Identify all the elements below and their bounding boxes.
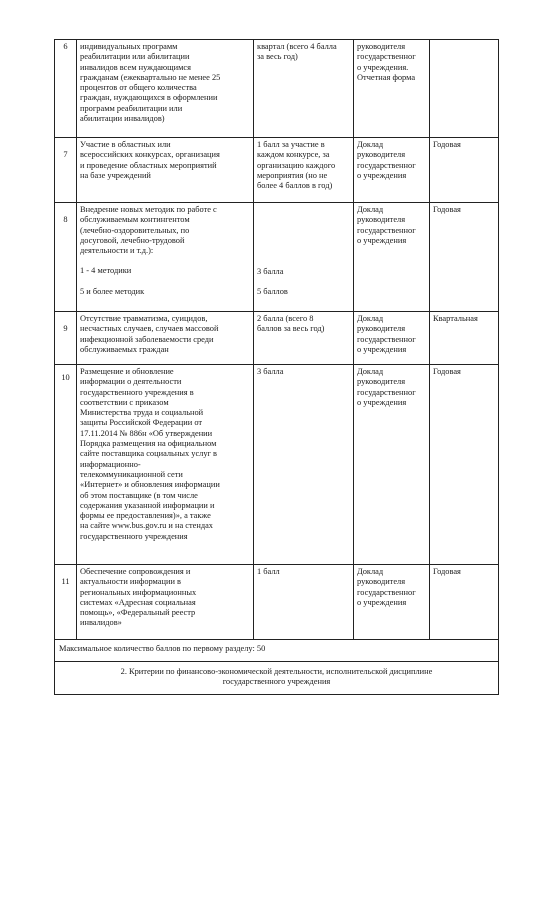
report-line: Доклад <box>357 205 384 214</box>
row-number <box>55 203 77 312</box>
row-number <box>55 565 77 640</box>
points-line: мероприятия (но не <box>257 170 328 180</box>
table-row <box>55 40 499 138</box>
report-line: руководителя <box>357 215 406 225</box>
criterion-line: обслуживаемых граждан <box>80 344 169 354</box>
period-cell <box>430 40 499 138</box>
points-line: 2 балла (всего 8 <box>257 314 314 323</box>
report-line: государственног <box>357 52 416 62</box>
criterion-line: системах «Адресная социальная <box>80 597 196 607</box>
max-score-text: Максимальное количество баллов по первому разделу: 50 <box>55 640 499 662</box>
sub-points-2: 5 баллов <box>257 286 288 296</box>
row-number-text: 10 <box>61 373 70 382</box>
sub-points-1: 3 балла <box>257 266 284 276</box>
points-line: 3 балла <box>257 367 284 376</box>
criterion-cell <box>77 203 254 312</box>
report-line: государственног <box>357 587 416 597</box>
row-number <box>55 365 77 565</box>
criterion-line: «Интернет» и обновления информации <box>80 480 220 490</box>
criteria-table <box>54 39 499 695</box>
criterion-line: на базе учреждений <box>80 170 151 180</box>
criterion-line: инвалидов» <box>80 618 122 628</box>
report-line: руководителя <box>357 577 406 587</box>
report-line: Доклад <box>357 567 384 576</box>
criterion-line: Размещение и обновление <box>80 367 174 376</box>
report-line: государственног <box>357 160 416 170</box>
criterion-line: обслуживаемым контингентом <box>80 215 190 225</box>
points-cell <box>254 565 354 640</box>
section-heading <box>55 662 499 695</box>
criterion-line: программ реабилитации или <box>80 103 183 113</box>
criterion-line: Участие в областных или <box>80 140 171 149</box>
criterion-line: Порядка размещения на официальном <box>80 439 217 449</box>
criterion-line: информации о деятельности <box>80 377 182 387</box>
criterion-line: Обеспечение сопровождения и <box>80 567 191 576</box>
report-line: руководителя <box>357 150 406 160</box>
criterion-line: соответствии с приказом <box>80 397 169 407</box>
criterion-line: об этом поставщике (в том числе <box>80 490 198 500</box>
section-heading-line: государственного учреждения <box>222 677 331 687</box>
report-line: о учреждения. <box>357 62 409 72</box>
sub-criterion-1: 1 - 4 методики <box>80 266 132 276</box>
points-line: 1 балл за участие в <box>257 140 325 149</box>
report-line: государственног <box>357 334 416 344</box>
section-heading-row <box>55 662 499 695</box>
period-cell: Квартальная <box>430 312 499 365</box>
row-number <box>55 312 77 365</box>
criterion-line: телекоммуникационной сети <box>80 469 183 479</box>
points-line: 1 балл <box>257 567 280 576</box>
criterion-line: помощь», «Федеральный реестр <box>80 608 196 618</box>
table-row <box>55 203 499 312</box>
table-row <box>55 565 499 640</box>
points-line: более 4 баллов в год) <box>257 181 333 191</box>
table-row <box>55 312 499 365</box>
criterion-line: досуговой, лечебно-трудовой <box>80 235 185 245</box>
criterion-cell <box>77 565 254 640</box>
criterion-cell <box>77 312 254 365</box>
report-cell <box>354 312 430 365</box>
report-line: Доклад <box>357 367 384 376</box>
document-page <box>54 39 498 695</box>
criterion-line: государственного учреждения <box>80 531 188 541</box>
points-cell <box>254 40 354 138</box>
report-line: о учреждения <box>357 170 407 180</box>
report-line: о учреждения <box>357 235 407 245</box>
criterion-line: абилитации инвалидов) <box>80 114 165 124</box>
section-heading-line: 2. Критерии по финансово-экономической деятельности, исполнительской дисциплине <box>120 667 433 676</box>
criterion-line: Отсутствие травматизма, суицидов, <box>80 314 208 323</box>
criterion-line: инвалидов всем нуждающимся <box>80 62 191 72</box>
row-number: 6 <box>55 40 77 138</box>
criterion-line: содержания указанной информации и <box>80 500 215 510</box>
criterion-line: государственного учреждения в <box>80 387 194 397</box>
report-cell <box>354 565 430 640</box>
max-score-row <box>55 640 499 662</box>
points-cell <box>254 312 354 365</box>
criterion-cell <box>77 138 254 203</box>
row-number-text: 8 <box>63 215 68 224</box>
period-cell: Годовая <box>430 138 499 203</box>
criterion-line: информационно- <box>80 459 141 469</box>
report-line: государственног <box>357 225 416 235</box>
points-cell <box>254 138 354 203</box>
report-line: Доклад <box>357 140 384 149</box>
period-cell: Годовая <box>430 565 499 640</box>
criterion-line: защиты Российской Федерации от <box>80 418 203 428</box>
report-line: руководителя <box>357 377 406 387</box>
sub-criterion-2: 5 и более методик <box>80 286 145 296</box>
criterion-line: сайте поставщика социальных услуг в <box>80 449 218 459</box>
points-line: каждом конкурсе, за <box>257 150 330 160</box>
criterion-line: на сайте www.bus.gov.ru и на стендах <box>80 521 213 531</box>
report-line: руководителя <box>357 42 406 51</box>
report-line: о учреждения <box>357 397 407 407</box>
row-number-text: 9 <box>63 324 68 333</box>
row-number <box>55 138 77 203</box>
report-line: о учреждения <box>357 344 407 354</box>
criterion-line: индивидуальных программ <box>80 42 178 51</box>
report-line: Отчетная форма <box>357 72 416 82</box>
points-line: за весь год) <box>257 52 298 62</box>
criterion-line: формы ее предоставления)», а также <box>80 511 211 521</box>
criterion-line: всероссийских конкурсах, организация <box>80 150 220 160</box>
criterion-line: гражданам (ежеквартально не менее 25 <box>80 72 221 82</box>
criterion-line: региональных информационных <box>80 587 197 597</box>
criterion-line: реабилитации или абилитации <box>80 52 190 62</box>
table-row <box>55 138 499 203</box>
criterion-line: Внедрение новых методик по работе с <box>80 205 217 214</box>
criterion-line: инфекционной заболеваемости среди <box>80 334 214 344</box>
criterion-line: деятельности и т.д.): <box>80 246 154 256</box>
criterion-line: Министерства труда и социальной <box>80 408 204 418</box>
report-line: Доклад <box>357 314 384 323</box>
report-cell <box>354 138 430 203</box>
criterion-cell <box>77 365 254 565</box>
criterion-line: (лечебно-оздоровительных, по <box>80 225 190 235</box>
points-line: баллов за весь год) <box>257 324 325 334</box>
period-cell: Годовая <box>430 203 499 312</box>
report-line: о учреждения <box>357 597 407 607</box>
points-cell <box>254 203 354 312</box>
points-cell <box>254 365 354 565</box>
points-line: организацию каждого <box>257 160 336 170</box>
report-line: государственног <box>357 387 416 397</box>
report-cell <box>354 203 430 312</box>
criterion-cell <box>77 40 254 138</box>
row-number-text: 7 <box>63 150 68 159</box>
criterion-line: и проведение областных мероприятий <box>80 160 217 170</box>
row-number-text: 11 <box>61 577 70 586</box>
report-cell <box>354 365 430 565</box>
criterion-line: процентов от общего количества <box>80 83 197 93</box>
table-row <box>55 365 499 565</box>
criterion-line: актуальности информации в <box>80 577 182 587</box>
report-cell <box>354 40 430 138</box>
report-line: руководителя <box>357 324 406 334</box>
criterion-line: граждан, нуждающихся в оформлении <box>80 93 218 103</box>
criterion-line: несчастных случаев, случаев массовой <box>80 324 219 334</box>
points-line: квартал (всего 4 балла <box>257 42 337 51</box>
period-cell: Годовая <box>430 365 499 565</box>
criterion-line: 17.11.2014 № 886н «Об утверждении <box>80 428 213 438</box>
